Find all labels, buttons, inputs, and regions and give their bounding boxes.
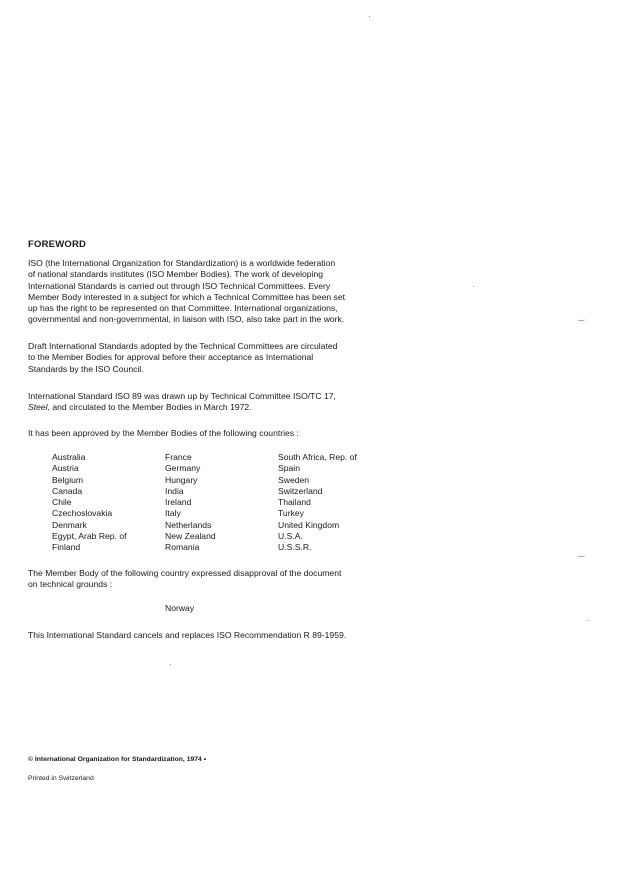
country-name: Turkey bbox=[278, 508, 304, 519]
text-line: to the Member Bodies for approval before their acceptance as International bbox=[28, 352, 314, 363]
approving-countries-list bbox=[52, 452, 392, 562]
country-name: Netherlands bbox=[165, 519, 212, 530]
text-line: This International Standard cancels and replaces ISO Recommendation R 89-1959. bbox=[28, 630, 347, 640]
text-line: International Standards is carried out through ISO Technical Committees. Every bbox=[28, 280, 331, 291]
scan-artifact-mark: ‿ bbox=[578, 548, 585, 557]
foreword-heading: FOREWORD bbox=[28, 239, 87, 250]
text-line: International Standard ISO 89 was drawn up by Technical Committee ISO/TC 17, bbox=[28, 391, 336, 401]
country-name: U.S.A. bbox=[278, 531, 303, 542]
text-line: ISO (the International Organization for Standardization) is a worldwide federation bbox=[28, 258, 336, 268]
country-name: Finland bbox=[52, 542, 81, 553]
text-line: governmental and non-governmental, in liaison with ISO, also take part in the work. bbox=[28, 314, 345, 325]
country-name: Denmark bbox=[52, 519, 87, 530]
country-name: United Kingdom bbox=[278, 519, 340, 530]
countries-column-1 bbox=[52, 452, 127, 554]
text-line: Draft International Standards adopted by the Technical Committees are circulated bbox=[28, 341, 338, 351]
text-line: of national standards institutes (ISO Member Bodies). The work of developing bbox=[28, 269, 324, 280]
paragraph-disapproval bbox=[28, 568, 380, 591]
country-name: India bbox=[165, 485, 184, 496]
scan-artifact-mark: ‿ bbox=[578, 312, 585, 321]
paragraph-approval-intro bbox=[28, 428, 380, 439]
text-line: The Member Body of the following country expressed disapproval of the document bbox=[28, 568, 342, 578]
scan-artifact-dot bbox=[473, 286, 474, 287]
country-name: Australia bbox=[52, 452, 86, 462]
text-line: on technical grounds : bbox=[28, 579, 113, 590]
disapproving-country: Norway bbox=[165, 603, 195, 613]
countries-column-3 bbox=[278, 452, 357, 554]
text-line: up has the right to be represented on that Committee. International organizations, bbox=[28, 303, 338, 314]
scan-artifact-dot bbox=[587, 620, 588, 621]
text-line: It has been approved by the Member Bodies of the following countries : bbox=[28, 428, 299, 438]
country-name: Switzerland bbox=[278, 485, 323, 496]
country-name: Czechoslovakia bbox=[52, 508, 113, 519]
text-line bbox=[28, 402, 380, 413]
paragraph-iso89-origin bbox=[28, 391, 380, 414]
scan-artifact-dot bbox=[369, 16, 370, 17]
country-name: U.S.S.R. bbox=[278, 542, 312, 553]
country-name: South Africa, Rep. of bbox=[278, 452, 357, 462]
country-name: Belgium bbox=[52, 474, 84, 485]
country-name: Thailand bbox=[278, 497, 311, 508]
country-name: France bbox=[165, 452, 192, 462]
committee-name-italic: Steel, bbox=[28, 402, 50, 413]
countries-column-2 bbox=[165, 452, 216, 554]
scan-artifact-dot bbox=[170, 664, 171, 665]
country-name: Ireland bbox=[165, 497, 192, 508]
country-name: Egypt, Arab Rep. of bbox=[52, 531, 127, 542]
country-name: Austria bbox=[52, 463, 79, 474]
text-line: Standards by the ISO Council. bbox=[28, 363, 144, 374]
country-name: Canada bbox=[52, 485, 83, 496]
country-name: Chile bbox=[52, 497, 72, 508]
printed-notice: Printed in Switzerland bbox=[28, 775, 94, 782]
paragraph-draft-standards bbox=[28, 341, 380, 375]
paragraph-iso-intro bbox=[28, 258, 380, 326]
country-name: Sweden bbox=[278, 474, 310, 485]
country-name: Romania bbox=[165, 542, 200, 553]
text-line: Member Body interested in a subject for which a Technical Committee has been set bbox=[28, 291, 346, 302]
copyright-notice: © International Organization for Standardization, 1974 • bbox=[28, 756, 207, 763]
country-name: Italy bbox=[165, 508, 181, 519]
country-name: Spain bbox=[278, 463, 300, 474]
text-fragment: and circulated to the Member Bodies in March 1972. bbox=[49, 402, 252, 413]
country-name: New Zealand bbox=[165, 531, 216, 542]
paragraph-replaces bbox=[28, 630, 380, 641]
country-name: Germany bbox=[165, 463, 201, 474]
country-name: Hungary bbox=[165, 474, 198, 485]
